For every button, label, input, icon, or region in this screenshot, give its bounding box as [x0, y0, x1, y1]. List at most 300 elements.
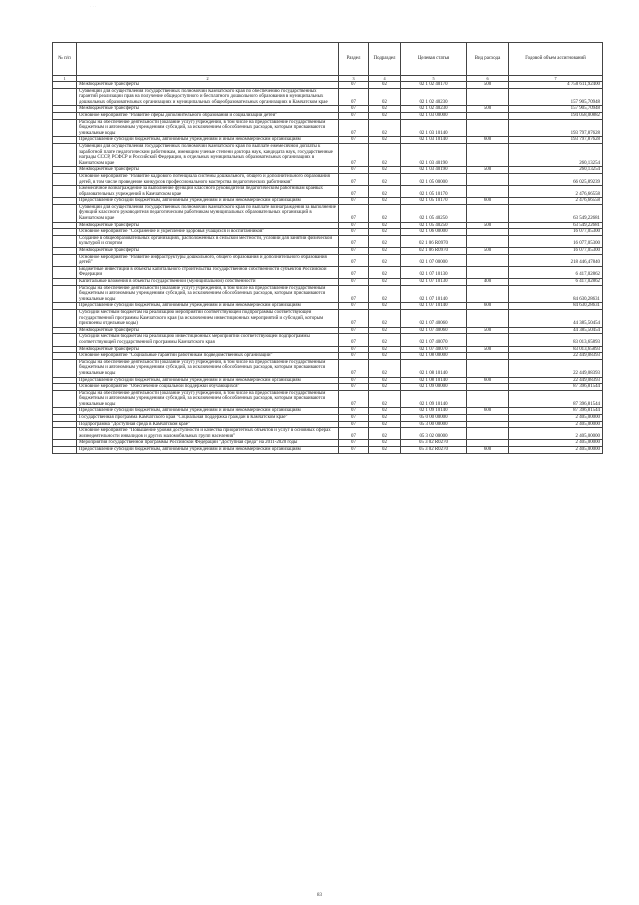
row-cel: 02 1 05 00000 — [401, 173, 467, 185]
row-number — [53, 279, 77, 286]
row-number — [53, 229, 77, 236]
row-podrazdel: 02 — [369, 327, 401, 334]
row-razdel: 07 — [339, 303, 369, 310]
row-amount: 193 797,87628 — [509, 137, 603, 144]
row-vid: 600 — [467, 198, 509, 205]
row-name: Государственная программа Камчатского края "Социальная поддержка граждан в Камчатском крае" — [77, 415, 339, 422]
row-podrazdel: 02 — [369, 384, 401, 391]
row-vid: 500 — [467, 82, 509, 89]
row-name: Капитальные вложения в объекты государственной (муниципальной) собственности — [77, 279, 339, 286]
budget-table — [52, 42, 603, 454]
row-name: Основное мероприятие "Развитие кадрового потенциала системы дошкольного, общего и дополнительного образования детей, в том числе проведение конкурсов профессионального мастерства педагогических работников" — [77, 173, 339, 185]
row-amount: 16 077,05300 — [509, 229, 603, 236]
row-razdel: 07 — [339, 119, 369, 137]
row-number — [53, 106, 77, 113]
row-name: Расходы на обеспечение деятельности (оказание услуг) учреждений, в том числе на предоставление государственным бюджетным и автономным учреждениям субсидий, за исключением обособленных расходов, которым присваиваются уникальные коды — [77, 119, 339, 137]
table-row — [53, 106, 603, 113]
table-row — [53, 186, 603, 198]
row-name: Межбюджетные трансферты — [77, 248, 339, 255]
row-amount: 16 077,05300 — [509, 235, 603, 247]
row-name: Межбюджетные трансферты — [77, 167, 339, 174]
row-name: Межбюджетные трансферты — [77, 222, 339, 229]
row-razdel: 07 — [339, 222, 369, 229]
row-vid: 500 — [467, 346, 509, 353]
row-razdel: 07 — [339, 112, 369, 119]
row-amount: 87 396,81544 — [509, 384, 603, 391]
row-number — [53, 204, 77, 222]
row-razdel: 07 — [339, 235, 369, 247]
row-amount: 157 905,70948 — [509, 88, 603, 106]
row-vid — [467, 334, 509, 346]
row-name: Расходы на обеспечение деятельности (оказание услуг) учреждений, в том числе на предоставление государственным бюджетным и автономным учреждениям субсидий, за исключением обособленных расходов, которым присваиваются уникальные коды — [77, 390, 339, 408]
row-razdel: 07 — [339, 198, 369, 205]
row-razdel: 07 — [339, 353, 369, 360]
row-amount: 22 449,08393 — [509, 377, 603, 384]
table-row — [53, 390, 603, 408]
row-podrazdel: 02 — [369, 186, 401, 198]
row-podrazdel: 02 — [369, 440, 401, 447]
row-cel: 02 1 08 00000 — [401, 353, 467, 360]
row-vid: 600 — [467, 377, 509, 384]
row-cel: 02 1 03 40190 — [401, 167, 467, 174]
row-cel: 02 1 02 40170 — [401, 82, 467, 89]
row-amount: 63 549,22681 — [509, 204, 603, 222]
table-row — [53, 359, 603, 377]
table-row — [53, 447, 603, 454]
row-vid — [467, 112, 509, 119]
row-number — [53, 119, 77, 137]
row-podrazdel: 02 — [369, 106, 401, 113]
table-body — [53, 82, 603, 454]
header-idx: 4 — [369, 76, 401, 82]
table-row — [53, 254, 603, 266]
header-row — [53, 43, 603, 76]
row-vid — [467, 428, 509, 440]
row-name: Субвенции для осуществления государственных полномочий Камчатского края по обеспечению государственных гарантий реализации прав на получение общедоступного и бесплатного дошкольного образования в муниципальных дошкольных образовательных организациях и муниципальных общеобразовательных организациях в Камчатском крае — [77, 88, 339, 106]
row-number — [53, 408, 77, 415]
table-row — [53, 285, 603, 303]
row-cel: 02 1 09 00000 — [401, 384, 467, 391]
header-cel: Целевая статья — [401, 43, 467, 76]
row-podrazdel: 02 — [369, 229, 401, 236]
table-row — [53, 173, 603, 185]
row-cel: 02 1 07 40060 — [401, 309, 467, 327]
row-name: Основное мероприятие "Обеспечение социальной поддержки обучающихся" — [77, 384, 339, 391]
row-cel: 02 1 09 10140 — [401, 408, 467, 415]
row-razdel: 07 — [339, 186, 369, 198]
table-row — [53, 415, 603, 422]
row-name: Расходы на обеспечение деятельности (оказание услуг) учреждений, в том числе на предоставление государственным бюджетным и автономным учреждениям субсидий, за исключением обособленных расходов, которым присваиваются уникальные коды — [77, 359, 339, 377]
row-razdel: 07 — [339, 415, 369, 422]
row-podrazdel: 02 — [369, 334, 401, 346]
row-cel: 02 1 06 R0970 — [401, 235, 467, 247]
row-name: Субсидии местным бюджетам на реализацию инвестиционных мероприятий соответствующей подпрограммы соответствующей государственной программы Камчатского края — [77, 334, 339, 346]
header-amount: Годовой объем ассигнований — [509, 43, 603, 76]
row-number — [53, 88, 77, 106]
row-number — [53, 303, 77, 310]
row-razdel: 07 — [339, 285, 369, 303]
row-cel: 02 1 07 10130 — [401, 266, 467, 278]
header-idx: 5 — [401, 76, 467, 82]
row-amount: 2 405,00000 — [509, 415, 603, 422]
row-amount: 260,13254 — [509, 167, 603, 174]
row-amount: 87 396,81544 — [509, 390, 603, 408]
row-vid — [467, 254, 509, 266]
table-row — [53, 353, 603, 360]
row-cel: 02 1 07 10140 — [401, 303, 467, 310]
row-podrazdel: 02 — [369, 266, 401, 278]
row-amount: 2 405,00000 — [509, 428, 603, 440]
row-amount: 44 385,50454 — [509, 327, 603, 334]
row-vid — [467, 440, 509, 447]
table-row — [53, 266, 603, 278]
row-name: Создание в общеобразовательных организациях, расположенных в сельской местности, условий для занятий физической культурой и спортом — [77, 235, 339, 247]
row-podrazdel: 02 — [369, 222, 401, 229]
row-razdel: 07 — [339, 279, 369, 286]
row-number — [53, 359, 77, 377]
row-number — [53, 167, 77, 174]
table-row — [53, 440, 603, 447]
row-name: Расходы на обеспечение деятельности (оказание услуг) учреждений, в том числе на предоставление государственным бюджетным и автономным учреждениям субсидий, за исключением обособленных расходов, которым присваиваются уникальные коды — [77, 285, 339, 303]
row-name: Мероприятия государственной программы Российской Федерации "Доступная среда" на 2011-2020 годы — [77, 440, 339, 447]
row-razdel: 07 — [339, 390, 369, 408]
row-razdel: 07 — [339, 229, 369, 236]
row-cel: 02 1 06 R0970 — [401, 248, 467, 255]
row-number — [53, 173, 77, 185]
row-number — [53, 248, 77, 255]
table-row — [53, 222, 603, 229]
row-vid — [467, 415, 509, 422]
row-amount: 260,13254 — [509, 143, 603, 166]
row-razdel: 07 — [339, 408, 369, 415]
row-cel: 02 1 07 10130 — [401, 279, 467, 286]
row-amount: 2 476,66558 — [509, 198, 603, 205]
row-name: Основное мероприятие "Сохранение и укрепление здоровья учащихся и воспитанников" — [77, 229, 339, 236]
row-number — [53, 428, 77, 440]
row-vid: 500 — [467, 106, 509, 113]
row-razdel: 07 — [339, 447, 369, 454]
row-number — [53, 390, 77, 408]
row-vid — [467, 229, 509, 236]
row-number — [53, 266, 77, 278]
row-cel: 02 1 09 10140 — [401, 390, 467, 408]
scan-mark: · · · — [90, 4, 97, 9]
header-name — [77, 43, 339, 76]
header-idx: 2 — [77, 76, 339, 82]
table-row — [53, 384, 603, 391]
row-name: Субсидии местным бюджетам на реализацию мероприятий соответствующей подпрограммы соответствующей государственной программы Камчатского края (за исключением инвестиционных мероприятий и субсидий, которым присвоены отдельные коды) — [77, 309, 339, 327]
row-podrazdel: 02 — [369, 119, 401, 137]
row-amount: 16 077,05300 — [509, 248, 603, 255]
row-vid — [467, 309, 509, 327]
row-number — [53, 384, 77, 391]
row-razdel: 07 — [339, 204, 369, 222]
table-row — [53, 204, 603, 222]
row-amount: 6 417,02862 — [509, 279, 603, 286]
row-amount: 87 396,81544 — [509, 408, 603, 415]
row-amount: 2 405,00000 — [509, 440, 603, 447]
table-row — [53, 137, 603, 144]
row-number — [53, 285, 77, 303]
row-name: Основное мероприятие "Развитие инфраструктуры дошкольного, общего образования и дополнительного образования детей" — [77, 254, 339, 266]
row-cel: 02 1 02 40230 — [401, 106, 467, 113]
header-razdel: Раздел — [339, 43, 369, 76]
row-cel: 02 1 03 10140 — [401, 137, 467, 144]
row-name: Предоставление субсидий бюджетным, автономным учреждениям и иным некоммерческим организациям — [77, 377, 339, 384]
row-razdel: 07 — [339, 421, 369, 428]
table-row — [53, 377, 603, 384]
row-amount: 2 405,00000 — [509, 447, 603, 454]
row-number — [53, 440, 77, 447]
row-cel: 02 1 05 10170 — [401, 186, 467, 198]
row-vid: 600 — [467, 408, 509, 415]
row-cel: 02 1 06 00000 — [401, 229, 467, 236]
row-podrazdel: 02 — [369, 415, 401, 422]
row-cel: 02 1 07 00000 — [401, 254, 467, 266]
table-row — [53, 143, 603, 166]
row-podrazdel: 02 — [369, 137, 401, 144]
row-number — [53, 327, 77, 334]
table-row — [53, 82, 603, 89]
row-cel: 02 1 03 00000 — [401, 112, 467, 119]
row-podrazdel: 02 — [369, 353, 401, 360]
table-row — [53, 327, 603, 334]
table-row — [53, 309, 603, 327]
row-number — [53, 346, 77, 353]
row-amount: 84 630,28631 — [509, 285, 603, 303]
row-podrazdel: 02 — [369, 346, 401, 353]
table-row — [53, 88, 603, 106]
row-amount: 6 417,02862 — [509, 266, 603, 278]
row-amount: 63 549,22681 — [509, 222, 603, 229]
row-vid — [467, 359, 509, 377]
row-podrazdel: 02 — [369, 303, 401, 310]
row-vid — [467, 266, 509, 278]
row-podrazdel: 02 — [369, 254, 401, 266]
row-number — [53, 415, 77, 422]
table-row — [53, 279, 603, 286]
header-idx: 7 — [509, 76, 603, 82]
row-vid — [467, 285, 509, 303]
header-num: № п/п — [53, 43, 77, 76]
row-amount: 22 449,08393 — [509, 359, 603, 377]
row-name: Основное мероприятие "Развитие сферы дополнительного образования и социализации детей" — [77, 112, 339, 119]
row-amount: 66 025,89239 — [509, 173, 603, 185]
row-name: Субвенции для осуществления государственных полномочий Камчатского края по выплате вознаграждения за выполнение функций классного руководителя педагогическим работникам муниципальных образовательных организаций в Камчатском крае — [77, 204, 339, 222]
row-cel: 02 1 07 10140 — [401, 285, 467, 303]
row-razdel: 07 — [339, 359, 369, 377]
row-cel: 02 1 03 40190 — [401, 143, 467, 166]
row-number — [53, 222, 77, 229]
row-cel: 05 3 02 R0270 — [401, 447, 467, 454]
row-podrazdel: 02 — [369, 359, 401, 377]
row-podrazdel: 02 — [369, 285, 401, 303]
row-number — [53, 447, 77, 454]
row-number — [53, 186, 77, 198]
row-razdel: 07 — [339, 309, 369, 327]
table-row — [53, 408, 603, 415]
row-razdel: 07 — [339, 173, 369, 185]
row-cel: 02 1 07 40060 — [401, 327, 467, 334]
row-amount: 2 405,00000 — [509, 421, 603, 428]
row-vid — [467, 88, 509, 106]
row-vid: 500 — [467, 327, 509, 334]
row-razdel: 07 — [339, 106, 369, 113]
row-name: Бюджетные инвестиции в объекты капитального строительства государственной собственности субъектов Российской Федерации — [77, 266, 339, 278]
row-podrazdel: 02 — [369, 428, 401, 440]
row-number — [53, 309, 77, 327]
row-cel: 02 1 08 10140 — [401, 359, 467, 377]
row-name: Предоставление субсидий бюджетным, автономным учреждениям и иным некоммерческим организациям — [77, 408, 339, 415]
row-podrazdel: 02 — [369, 309, 401, 327]
row-amount: 4 750 611,92400 — [509, 82, 603, 89]
row-vid: 600 — [467, 303, 509, 310]
row-vid — [467, 119, 509, 137]
header-idx: 6 — [467, 76, 509, 82]
row-razdel: 07 — [339, 440, 369, 447]
row-razdel: 07 — [339, 248, 369, 255]
row-number — [53, 112, 77, 119]
row-cel: 02 1 07 40070 — [401, 334, 467, 346]
row-podrazdel: 02 — [369, 167, 401, 174]
row-name: Межбюджетные трансферты — [77, 346, 339, 353]
row-razdel: 07 — [339, 346, 369, 353]
row-amount: 83 013,65893 — [509, 346, 603, 353]
row-name: Межбюджетные трансферты — [77, 327, 339, 334]
row-vid — [467, 390, 509, 408]
table-row — [53, 167, 603, 174]
row-vid — [467, 235, 509, 247]
row-name: Субвенции для осуществления государственных полномочий Камчатского края по выплате ежемесячной доплаты к заработной плате педагогическим работникам, имеющим ученые степени доктора наук, кандидата наук, государственные награды СССР, РСФСР и Российской Федерации, в отдельных муниципальных образовательных организациях в Камчатском крае — [77, 143, 339, 166]
table-row — [53, 198, 603, 205]
header-idx: 1 — [53, 76, 77, 82]
row-cel: 02 1 05 10170 — [401, 198, 467, 205]
table-row — [53, 303, 603, 310]
row-razdel: 07 — [339, 254, 369, 266]
row-vid: 500 — [467, 167, 509, 174]
row-number — [53, 198, 77, 205]
row-amount: 83 013,65893 — [509, 334, 603, 346]
table-row — [53, 346, 603, 353]
row-name: Межбюджетные трансферты — [77, 82, 339, 89]
row-vid — [467, 353, 509, 360]
row-razdel: 07 — [339, 88, 369, 106]
row-podrazdel: 02 — [369, 143, 401, 166]
row-vid — [467, 384, 509, 391]
row-podrazdel: 02 — [369, 88, 401, 106]
row-name: Предоставление субсидий бюджетным, автономным учреждениям и иным некоммерческим организациям — [77, 447, 339, 454]
row-vid — [467, 204, 509, 222]
row-amount: 44 385,50454 — [509, 309, 603, 327]
row-razdel: 07 — [339, 428, 369, 440]
row-number — [53, 137, 77, 144]
row-cel: 02 1 05 40250 — [401, 204, 467, 222]
row-razdel: 07 — [339, 266, 369, 278]
table-row — [53, 119, 603, 137]
row-cel: 05 3 02 R0270 — [401, 440, 467, 447]
row-name: Подпрограмма "Доступная среда в Камчатском крае" — [77, 421, 339, 428]
row-razdel: 07 — [339, 334, 369, 346]
row-number — [53, 353, 77, 360]
row-podrazdel: 02 — [369, 447, 401, 454]
row-podrazdel: 02 — [369, 279, 401, 286]
row-podrazdel: 02 — [369, 248, 401, 255]
row-razdel: 07 — [339, 167, 369, 174]
row-name: Предоставление субсидий бюджетным, автономным учреждениям и иным некоммерческим организациям — [77, 303, 339, 310]
row-podrazdel: 02 — [369, 204, 401, 222]
row-cel: 05 3 00 00000 — [401, 421, 467, 428]
table-row — [53, 428, 603, 440]
row-razdel: 07 — [339, 82, 369, 89]
row-amount: 22 449,08393 — [509, 353, 603, 360]
row-podrazdel: 02 — [369, 112, 401, 119]
row-name: Межбюджетные трансферты — [77, 106, 339, 113]
row-cel: 02 1 05 40250 — [401, 222, 467, 229]
row-vid: 500 — [467, 248, 509, 255]
row-vid: 600 — [467, 447, 509, 454]
table-row — [53, 334, 603, 346]
row-number — [53, 254, 77, 266]
row-razdel: 07 — [339, 137, 369, 144]
row-podrazdel: 02 — [369, 390, 401, 408]
table-row — [53, 248, 603, 255]
row-razdel: 07 — [339, 384, 369, 391]
row-amount: 2 476,66558 — [509, 186, 603, 198]
page-number: 83 — [317, 893, 322, 898]
row-number — [53, 143, 77, 166]
row-name: Предоставление субсидий бюджетным, автономным учреждениям и иным некоммерческим организациям — [77, 198, 339, 205]
row-cel: 05 0 00 00000 — [401, 415, 467, 422]
row-amount: 193 797,87628 — [509, 119, 603, 137]
row-vid: 600 — [467, 137, 509, 144]
row-cel: 02 1 07 40070 — [401, 346, 467, 353]
row-cel: 02 1 03 10140 — [401, 119, 467, 137]
header-podrazdel: Подраздел — [369, 43, 401, 76]
row-podrazdel: 02 — [369, 377, 401, 384]
row-podrazdel: 02 — [369, 198, 401, 205]
row-name: Ежемесячное вознаграждение за выполнение функций классного руководителя педагогическим работникам краевых образовательных учреждений в Камчатском крае — [77, 186, 339, 198]
row-name: Основное мероприятие "Социальные гарантии работникам подведомственных организаций" — [77, 353, 339, 360]
row-name: Предоставление субсидий бюджетным, автономным учреждениям и иным некоммерческим организациям — [77, 137, 339, 144]
row-podrazdel: 02 — [369, 408, 401, 415]
table-row — [53, 229, 603, 236]
row-number — [53, 82, 77, 89]
row-podrazdel: 02 — [369, 173, 401, 185]
table-row — [53, 112, 603, 119]
row-vid: 400 — [467, 279, 509, 286]
row-cel: 05 3 02 00000 — [401, 428, 467, 440]
table-row — [53, 421, 603, 428]
table-row — [53, 235, 603, 247]
row-vid — [467, 186, 509, 198]
row-vid — [467, 421, 509, 428]
row-razdel: 07 — [339, 377, 369, 384]
budget-document — [52, 42, 602, 454]
row-podrazdel: 02 — [369, 421, 401, 428]
row-amount: 194 058,00882 — [509, 112, 603, 119]
row-razdel: 07 — [339, 327, 369, 334]
row-razdel: 07 — [339, 143, 369, 166]
row-vid — [467, 173, 509, 185]
row-name: Основное мероприятие "Повышение уровня доступности и качества приоритетных объектов и услуг в основных сферах жизнедеятельности инвалидов и других маломобильных групп населения" — [77, 428, 339, 440]
row-cel: 02 1 02 40230 — [401, 88, 467, 106]
row-cel: 02 1 08 10140 — [401, 377, 467, 384]
row-podrazdel: 02 — [369, 82, 401, 89]
row-number — [53, 235, 77, 247]
row-number — [53, 334, 77, 346]
row-vid: 500 — [467, 222, 509, 229]
row-amount: 84 630,28631 — [509, 303, 603, 310]
